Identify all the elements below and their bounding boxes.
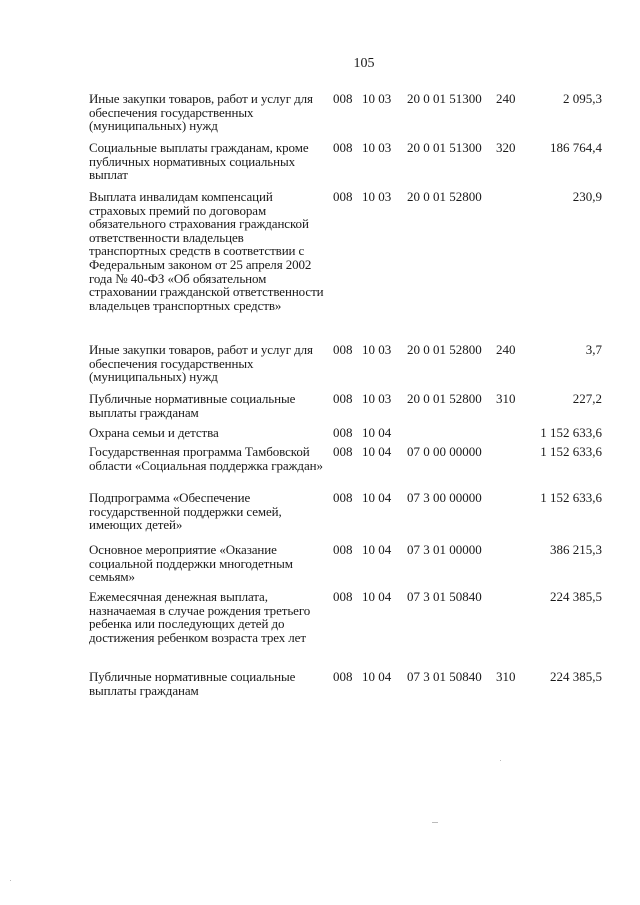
row-admin-code: 008 (333, 391, 353, 406)
row-target-code: 07 3 01 00000 (407, 542, 482, 557)
row-target-code: 07 3 01 50840 (407, 669, 482, 684)
row-section-code: 10 03 (362, 342, 392, 357)
scan-speck (500, 760, 501, 761)
scan-speck (432, 822, 438, 823)
row-name: Социальные выплаты гражданам, кроме публичных нормативных социальных выплат (89, 140, 309, 183)
row-section-code: 10 04 (362, 425, 392, 440)
row-admin-code: 008 (333, 490, 353, 505)
scan-speck (10, 880, 11, 881)
row-name: Иные закупки товаров, работ и услуг для обеспечения государственных (муниципальных) нужд (89, 91, 313, 134)
row-expense-code: 310 (496, 669, 516, 684)
row-name: Охрана семьи и детства (89, 425, 219, 440)
row-amount: 224 385,5 (550, 669, 602, 684)
row-admin-code: 008 (333, 542, 353, 557)
row-expense-code: 320 (496, 140, 516, 155)
row-expense-code: 240 (496, 342, 516, 357)
row-amount: 386 215,3 (550, 542, 602, 557)
row-target-code: 20 0 01 52800 (407, 189, 482, 204)
row-amount: 230,9 (572, 189, 602, 204)
row-name: Иные закупки товаров, работ и услуг для обеспечения государственных (муниципальных) нужд (89, 342, 313, 385)
row-target-code: 07 3 01 50840 (407, 589, 482, 604)
row-amount: 3,7 (585, 342, 602, 357)
row-admin-code: 008 (333, 444, 353, 459)
row-admin-code: 008 (333, 589, 353, 604)
row-target-code: 20 0 01 52800 (407, 391, 482, 406)
row-target-code: 07 0 00 00000 (407, 444, 482, 459)
row-section-code: 10 03 (362, 391, 392, 406)
row-name: Основное мероприятие «Оказание социальной поддержки многодетным семьям» (89, 542, 293, 585)
row-admin-code: 008 (333, 425, 353, 440)
row-amount: 1 152 633,6 (540, 444, 602, 459)
row-section-code: 10 04 (362, 589, 392, 604)
row-amount: 1 152 633,6 (540, 490, 602, 505)
row-section-code: 10 04 (362, 542, 392, 557)
row-amount: 2 095,3 (563, 91, 602, 106)
row-admin-code: 008 (333, 140, 353, 155)
row-section-code: 10 04 (362, 444, 392, 459)
row-name: Публичные нормативные социальные выплаты гражданам (89, 391, 296, 420)
row-target-code: 07 3 00 00000 (407, 490, 482, 505)
row-section-code: 10 03 (362, 189, 392, 204)
row-admin-code: 008 (333, 189, 353, 204)
row-name: Государственная программа Тамбовской области «Социальная поддержка граждан» (89, 444, 323, 473)
row-expense-code: 310 (496, 391, 516, 406)
row-amount: 224 385,5 (550, 589, 602, 604)
row-name: Ежемесячная денежная выплата, назначаемая в случае рождения третьего ребенка или последующих детей до достижения ребенком возраста трех лет (89, 589, 311, 645)
row-name: Публичные нормативные социальные выплаты гражданам (89, 669, 296, 698)
row-amount: 227,2 (572, 391, 602, 406)
row-amount: 186 764,4 (550, 140, 602, 155)
row-target-code: 20 0 01 51300 (407, 140, 482, 155)
page-number: 105 (353, 56, 375, 71)
row-section-code: 10 04 (362, 490, 392, 505)
row-target-code: 20 0 01 51300 (407, 91, 482, 106)
row-admin-code: 008 (333, 669, 353, 684)
row-section-code: 10 03 (362, 140, 392, 155)
row-admin-code: 008 (333, 342, 353, 357)
row-section-code: 10 03 (362, 91, 392, 106)
row-target-code: 20 0 01 52800 (407, 342, 482, 357)
row-section-code: 10 04 (362, 669, 392, 684)
row-admin-code: 008 (333, 91, 353, 106)
row-expense-code: 240 (496, 91, 516, 106)
row-name: Подпрограмма «Обеспечение государственной поддержки семей, имеющих детей» (89, 490, 282, 533)
row-name: Выплата инвалидам компенсаций страховых премий по договорам обязательного страхования гражданской ответственности владельцев транспортных средств в соответствии с Федеральным законом от 25 апреля 2002 года № 40-ФЗ «Об обязательном страховании гражданской ответственности владельцев транспортных средств» (89, 189, 324, 313)
row-amount: 1 152 633,6 (540, 425, 602, 440)
